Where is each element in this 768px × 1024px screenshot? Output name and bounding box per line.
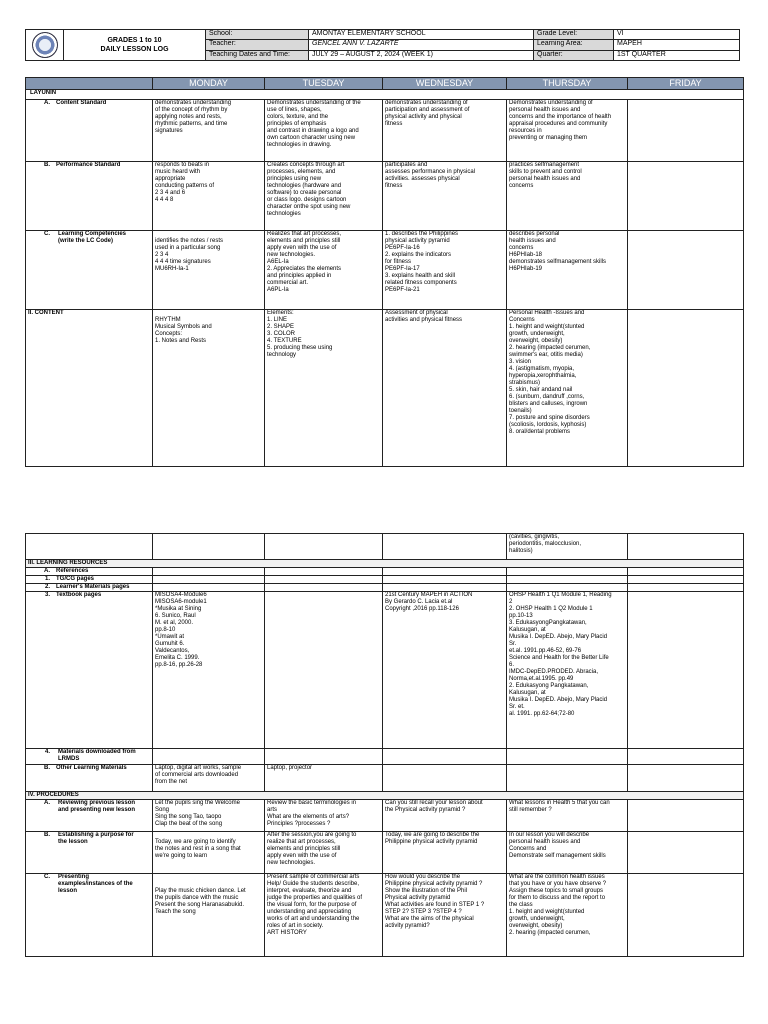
layunin-text: LAYUNIN	[30, 90, 57, 96]
cell-friday	[628, 576, 744, 584]
row-label-text: References	[56, 568, 89, 574]
cell-thursday: In our lesson you will describe personal health issues and Concerns and Demonstrate self management skills	[507, 832, 628, 874]
row-letter: 4.	[44, 749, 50, 755]
row-letter: A.	[44, 568, 50, 574]
row-label-text: Content Standard	[56, 100, 107, 106]
learning-competencies-row	[26, 231, 744, 310]
row-label-text: Learner's Materials pages	[56, 584, 130, 590]
teacher-label: Teacher:	[206, 40, 309, 50]
row-label	[26, 100, 153, 162]
row-label	[26, 584, 153, 592]
cell-friday	[628, 231, 744, 310]
cell-thursday: (cavities, gingivitis, periodontitis, malocclusion, halitosis)	[507, 534, 628, 560]
cell-monday: Laptop, digital art works, sample of commercial arts downloaded from the net	[153, 765, 265, 792]
lrmds-row	[26, 749, 744, 765]
header-block	[25, 29, 740, 61]
cell-wednesday: demonstrates understanding of participation and assessment of physical activity and physical fitness	[383, 100, 507, 162]
grade-label: Grade Level:	[534, 30, 614, 40]
grade-value: VI	[614, 30, 740, 40]
lm-row	[26, 584, 744, 592]
cell-monday	[153, 749, 265, 765]
cell-tuesday: Demonstrates understanding of the use of lines, shapes, colors, texture, and the principles of emphasis and contrast in drawing a logo and own cartoon character using new technologies in drawing.	[265, 100, 383, 162]
cell-wednesday: Assessment of physical activities and physical fitness	[383, 310, 507, 467]
dates-label: Teaching Dates and Time:	[206, 50, 309, 60]
row-letter: 2.	[44, 584, 50, 590]
textbook-row	[26, 592, 744, 749]
content-row	[26, 310, 744, 467]
cell-wednesday	[383, 584, 507, 592]
day-header-wednesday: WEDNESDAY	[383, 78, 507, 90]
school-value: AMONTAY ELEMENTARY SCHOOL	[309, 30, 534, 40]
performance-standard-row	[26, 162, 744, 231]
row-label	[26, 749, 153, 765]
references-row	[26, 568, 744, 576]
procedures-label: IV. PROCEDURES	[26, 792, 744, 800]
header-table	[25, 29, 740, 61]
procedure-row-c	[26, 874, 744, 957]
page2-table	[25, 533, 744, 957]
cell-monday: Let the pupils sing the Welcome Song Sing the song Tao, taopo Clap the beat of the song	[153, 800, 265, 832]
cell-thursday: What are the common health issues that you have or you have observe ? Assign these topics to small groups for them to discuss and the report to the class 1. height and weight(stunted growth, underweight, overweight, obesity) 2. hearing (impacted cerumen,	[507, 874, 628, 957]
area-value: MAPEH	[614, 40, 740, 50]
cell-thursday	[507, 568, 628, 576]
row-label-text: Textbook pages	[56, 592, 102, 598]
dates-value: JULY 29 – AUGUST 2, 2024 (WEEK 1)	[309, 50, 534, 60]
procedure-row-b	[26, 832, 744, 874]
cell-friday	[628, 874, 744, 957]
cell-tuesday	[265, 576, 383, 584]
cell-monday: demonstrates understanding of the concept of rhythm by applying notes and rests, rhythmic patterns, and time signatures	[153, 100, 265, 162]
row-label-text: Materials downloaded from LRMDS	[58, 749, 136, 762]
cell-thursday	[507, 576, 628, 584]
cell-friday	[628, 592, 744, 749]
row-label	[26, 832, 153, 874]
cell-tuesday: Laptop, projector	[265, 765, 383, 792]
cell-wednesday	[383, 534, 507, 560]
page1-block	[25, 77, 744, 467]
row-label-text: TG/CG pages	[56, 576, 95, 582]
row-label	[26, 568, 153, 576]
cell-monday: Today, we are going to identify the notes and rest in a song that we're going to learn	[153, 832, 265, 874]
procedure-row-a	[26, 800, 744, 832]
row-label	[26, 874, 153, 957]
row-letter: B.	[44, 765, 50, 771]
cell-thursday	[507, 749, 628, 765]
log-title-line2: DAILY LESSON LOG	[100, 46, 169, 53]
content-standard-row	[26, 100, 744, 162]
row-label-text: Reviewing previous lesson and presenting new lesson	[58, 800, 136, 813]
row-letter: C.	[44, 874, 50, 880]
school-label: School:	[206, 30, 309, 40]
cell-tuesday: Creates concepts through art processes, elements, and principles using new technologies (hardware and software) to create personal or class logo. designs cartoon character onthe spot using new technologies	[265, 162, 383, 231]
day-header-tuesday: TUESDAY	[265, 78, 383, 90]
row-letter: 1.	[44, 576, 50, 582]
day-header-friday: FRIDAY	[628, 78, 744, 90]
row-label	[26, 231, 153, 310]
cell-wednesday	[383, 576, 507, 584]
cell-monday: responds to beats in music heard with appropriate conducting patterns of 2 3 4 and 6 4 4 4 8	[153, 162, 265, 231]
day-header-blank	[26, 78, 153, 90]
row-letter: B.	[44, 162, 50, 168]
cell-thursday: describes personal health issues and concerns H6PHIab-18 demonstrates selfmanagement skills H6PHIab-19	[507, 231, 628, 310]
cell-tuesday	[265, 534, 383, 560]
deped-seal-icon	[32, 32, 58, 58]
row-label-text: Learning Competencies (write the LC Code)	[58, 231, 127, 244]
cell-friday	[628, 534, 744, 560]
cell-wednesday: Today, we are going to describe the Philippine physical activity pyramid	[383, 832, 507, 874]
row-label-text: Other Learning Materials	[56, 765, 127, 771]
cell-tuesday: Elements: 1. LINE 2. SHAPE 3. COLOR 4. TEXTURE 5. producing these using technology	[265, 310, 383, 467]
cell-wednesday: Can you still recall your lesson about the Physical activity pyramid ?	[383, 800, 507, 832]
cell-wednesday	[383, 568, 507, 576]
tg-row	[26, 576, 744, 584]
cell-friday	[628, 162, 744, 231]
layunin-label	[26, 90, 744, 100]
cell-tuesday: Realizes that art processes, elements and principles still apply even with the use of new technologies. A6EL-Ia 2. Appreciates the elements and principles applied in commercial art. A6PL-Ia	[265, 231, 383, 310]
cell-monday: MISOSA4-Module6 MISOSA6-module1 *Musika at Sining 6. Sunico, Raul M. et al, 2000. pp.8-10 *Umawit at Gumuhit 6. Valdecantos, Emelita C. 1999. pp.8-16, pp.26-28	[153, 592, 265, 749]
cell-friday	[628, 584, 744, 592]
row-letter: A.	[44, 100, 50, 106]
cell-tuesday	[265, 592, 383, 749]
cell-thursday: Demonstrates understanding of personal health issues and concerns and the importance of health appraisal procedures and community resources in preventing or managing them	[507, 100, 628, 162]
cell-tuesday	[265, 584, 383, 592]
cell-tuesday	[265, 749, 383, 765]
row-label	[26, 576, 153, 584]
day-header-thursday: THURSDAY	[507, 78, 628, 90]
teacher-value: GENCEL ANN V. LAZARTE	[309, 40, 534, 50]
cell-tuesday: After the session,you are going to realize that art processes, elements and principles still apply even with the use of new technologies.	[265, 832, 383, 874]
cell-wednesday: participates and assesses performance in physical activities. assesses physical fitness	[383, 162, 507, 231]
cell-tuesday	[265, 568, 383, 576]
cell-monday	[153, 576, 265, 584]
cell-thursday: OHSP Health 1 Q1 Module 1, Reading 2 2. OHSP Health 1 Q2 Module 1 pp.10-13 3. EdukasyongPangkatawan, Kalusugan, at Musika I. DepED. Abejo, Mary Placid Sr. et.al. 1991.pp.46-52, 69-76 Science and Health for the Better Life 6. IMDC-DepED.PRODED. Abracia, Norma,et.al.1995. pp.49 2. Edukasyong Pangkatawan, Kalusugan, at Musika I. DepED. Abejo, Mary Placid Sr. et. al. 1991. pp.62-64;72-80	[507, 592, 628, 749]
cell-friday	[628, 100, 744, 162]
cell-monday: RHYTHM Musical Symbols and Concepts: 1. Notes and Rests	[153, 310, 265, 467]
cell-friday	[628, 832, 744, 874]
cell-monday: Play the music chicken dance. Let the pupils dance with the music Present the song Haranasabukid. Teach the song	[153, 874, 265, 957]
cell-friday	[628, 749, 744, 765]
cell-monday	[153, 568, 265, 576]
cell-wednesday: 1. describes the Philippines physical activity pyramid PE6PF-Ia-16 2. explains the indicators for fitness PE6PF-Ia-17 3. explains health and skill related fitness components PE6PF-Ia-21	[383, 231, 507, 310]
cell-wednesday	[383, 749, 507, 765]
quarter-label: Quarter:	[534, 50, 614, 60]
cell-thursday: practices selfmanagement skills to prevent and control personal health issues and concerns	[507, 162, 628, 231]
row-label-text: Establishing a purpose for the lesson	[58, 832, 134, 845]
deped-seal-cell	[26, 30, 64, 61]
cell-friday	[628, 800, 744, 832]
row-label	[26, 162, 153, 231]
row-letter: B.	[44, 832, 50, 838]
log-title-cell	[64, 30, 206, 61]
day-header-monday: MONDAY	[153, 78, 265, 90]
cell-label	[26, 534, 153, 560]
cell-monday	[153, 534, 265, 560]
row-label	[26, 800, 153, 832]
content-label: II. CONTENT	[26, 310, 153, 467]
learning-resources-label: III. LEARNING RESOURCES	[26, 560, 744, 568]
cell-tuesday: Present sample of commercial arts Help/ Guide the students describe, interpret, evaluate, theorize and judge the properties and qualities of the visual form, for the purpose of understanding and appreciating works of art and understanding the roles of art in society. ART HISTORY	[265, 874, 383, 957]
row-letter: C.	[44, 231, 50, 237]
cell-wednesday: How would you describe the Philippine physical activity pyramid ? Show the illustration of the Phil Physical activity pyramid What activities are found in STEP 1 ? STEP 2? STEP 3 ?STEP 4 ? What are the aims of the physical activity pyramid?	[383, 874, 507, 957]
cell-tuesday: Review the basic terminologies in arts What are the elements of arts? Principles ?processes ?	[265, 800, 383, 832]
log-title-line1: GRADES 1 to 10	[107, 37, 162, 44]
cell-wednesday	[383, 765, 507, 792]
page2-block	[25, 533, 744, 957]
quarter-value: 1ST QUARTER	[614, 50, 740, 60]
cell-thursday: What lessons in Health 5 that you can still remember ?	[507, 800, 628, 832]
page1-table	[25, 77, 744, 467]
area-label: Learning Area:	[534, 40, 614, 50]
cell-friday	[628, 310, 744, 467]
continuation-row	[26, 534, 744, 560]
cell-thursday	[507, 584, 628, 592]
row-label	[26, 592, 153, 749]
cell-friday	[628, 568, 744, 576]
cell-thursday	[507, 765, 628, 792]
cell-wednesday: 21st Century MAPEH in ACTION By Gerardo C. Lacia et.al Copyright ,2016 pp.118-126	[383, 592, 507, 749]
cell-thursday: Personal Health -Issues and Concerns 1. height and weight(stunted growth, underweight, overweight, obesity) 2. hearing (impacted cerumen, swimmer's ear, otitis media) 3. vision 4. (astigmatism, myopia, hyperopia,xerophthalmia, strabismus) 5. skin, hair andand nail 6. (sunburn, dandruff ,corns, blisters and calluses, ingrown toenails) 7. posture and spine disorders (scoliosis, lordosis, kyphosis) 8. oral/dental problems	[507, 310, 628, 467]
cell-friday	[628, 765, 744, 792]
other-materials-row	[26, 765, 744, 792]
row-letter: 3.	[44, 592, 50, 598]
row-label-text: Performance Standard	[56, 162, 121, 168]
row-letter: A.	[44, 800, 50, 806]
cell-monday: identifies the notes / rests used in a particular song 2 3 4 4 4 4 time signatures MU6RH-Ia-1	[153, 231, 265, 310]
row-label	[26, 765, 153, 792]
cell-monday	[153, 584, 265, 592]
row-label-text: Presenting examples/instances of the lesson	[58, 874, 133, 894]
